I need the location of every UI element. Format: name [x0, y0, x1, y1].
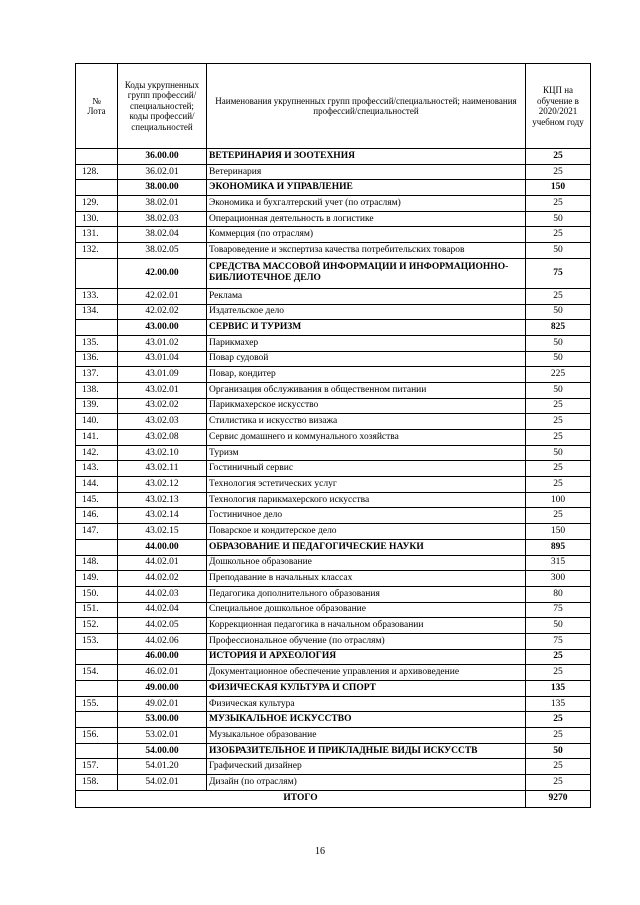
- group-row: [76, 258, 591, 288]
- table-row: [76, 602, 591, 618]
- name-cell: Повар судовой: [207, 351, 526, 367]
- qty-cell: 50: [526, 304, 591, 320]
- qty-cell: 50: [526, 351, 591, 367]
- name-cell: ОБРАЗОВАНИЕ И ПЕДАГОГИЧЕСКИЕ НАУКИ: [207, 539, 526, 555]
- lot-cell: 142.: [76, 445, 118, 461]
- total-value: 9270: [526, 790, 591, 807]
- code-cell: 42.02.02: [118, 304, 207, 320]
- name-cell: Профессиональное обучение (по отраслям): [207, 633, 526, 649]
- lot-cell: 157.: [76, 759, 118, 775]
- qty-cell: 25: [526, 196, 591, 212]
- qty-cell: 825: [526, 320, 591, 336]
- group-row: [76, 539, 591, 555]
- lot-cell: [76, 149, 118, 165]
- lot-cell: 139.: [76, 398, 118, 414]
- table-row: [76, 351, 591, 367]
- qty-cell: 225: [526, 367, 591, 383]
- lot-cell: 137.: [76, 367, 118, 383]
- name-cell: ФИЗИЧЕСКАЯ КУЛЬТУРА И СПОРТ: [207, 681, 526, 697]
- code-cell: 44.02.03: [118, 586, 207, 602]
- lot-cell: 136.: [76, 351, 118, 367]
- code-cell: 42.02.01: [118, 288, 207, 304]
- code-cell: 49.02.01: [118, 696, 207, 712]
- lot-cell: 148.: [76, 555, 118, 571]
- code-cell: 38.02.01: [118, 196, 207, 212]
- code-cell: 43.02.03: [118, 414, 207, 430]
- table-body: [76, 149, 591, 791]
- table-row: [76, 461, 591, 477]
- code-cell: 43.02.14: [118, 508, 207, 524]
- code-cell: 36.00.00: [118, 149, 207, 165]
- group-row: [76, 712, 591, 728]
- code-cell: 38.02.04: [118, 227, 207, 243]
- table-row: [76, 555, 591, 571]
- code-cell: 44.02.06: [118, 633, 207, 649]
- table-row: [76, 211, 591, 227]
- qty-cell: 50: [526, 618, 591, 634]
- group-row: [76, 149, 591, 165]
- table-row: [76, 227, 591, 243]
- lot-cell: 151.: [76, 602, 118, 618]
- lot-cell: 128.: [76, 164, 118, 180]
- qty-cell: 25: [526, 477, 591, 493]
- code-cell: 44.02.04: [118, 602, 207, 618]
- name-cell: Преподавание в начальных классах: [207, 571, 526, 587]
- header-kcp: КЦП на обучение в 2020/2021 учебном году: [526, 64, 591, 149]
- name-cell: Педагогика дополнительного образования: [207, 586, 526, 602]
- qty-cell: 25: [526, 728, 591, 744]
- qty-cell: 25: [526, 288, 591, 304]
- lot-cell: [76, 320, 118, 336]
- lot-cell: 153.: [76, 633, 118, 649]
- qty-cell: 25: [526, 414, 591, 430]
- lot-cell: [76, 681, 118, 697]
- lot-cell: [76, 539, 118, 555]
- lot-cell: 138.: [76, 382, 118, 398]
- qty-cell: 50: [526, 243, 591, 259]
- table-row: [76, 288, 591, 304]
- name-cell: ЭКОНОМИКА И УПРАВЛЕНИЕ: [207, 180, 526, 196]
- header-lot: № Лота: [76, 64, 118, 149]
- name-cell: Операционная деятельность в логистике: [207, 211, 526, 227]
- lot-cell: 154.: [76, 665, 118, 681]
- name-cell: Сервис домашнего и коммунального хозяйства: [207, 430, 526, 446]
- code-cell: 44.02.02: [118, 571, 207, 587]
- name-cell: Поварское и кондитерское дело: [207, 524, 526, 540]
- qty-cell: 50: [526, 743, 591, 759]
- lot-cell: 133.: [76, 288, 118, 304]
- name-cell: СРЕДСТВА МАССОВОЙ ИНФОРМАЦИИ И ИНФОРМАЦИОННО-БИБЛИОТЕЧНОЕ ДЕЛО: [207, 258, 526, 288]
- lot-cell: 130.: [76, 211, 118, 227]
- code-cell: 43.02.01: [118, 382, 207, 398]
- name-cell: Стилистика и искусство визажа: [207, 414, 526, 430]
- qty-cell: 25: [526, 508, 591, 524]
- table-row: [76, 196, 591, 212]
- qty-cell: 135: [526, 696, 591, 712]
- name-cell: Повар, кондитер: [207, 367, 526, 383]
- name-cell: СЕРВИС И ТУРИЗМ: [207, 320, 526, 336]
- qty-cell: 25: [526, 430, 591, 446]
- name-cell: Экономика и бухгалтерский учет (по отраслям): [207, 196, 526, 212]
- code-cell: 42.00.00: [118, 258, 207, 288]
- page-number: 16: [315, 846, 325, 857]
- qty-cell: 80: [526, 586, 591, 602]
- table-row: [76, 335, 591, 351]
- table-row: [76, 665, 591, 681]
- table-row: [76, 586, 591, 602]
- code-cell: 44.02.01: [118, 555, 207, 571]
- total-label: ИТОГО: [76, 790, 526, 807]
- code-cell: 43.01.09: [118, 367, 207, 383]
- lot-cell: 144.: [76, 477, 118, 493]
- code-cell: 44.02.05: [118, 618, 207, 634]
- name-cell: Издательское дело: [207, 304, 526, 320]
- code-cell: 44.00.00: [118, 539, 207, 555]
- name-cell: Гостиничный сервис: [207, 461, 526, 477]
- name-cell: Товароведение и экспертиза качества потребительских товаров: [207, 243, 526, 259]
- qty-cell: 25: [526, 665, 591, 681]
- lot-cell: 134.: [76, 304, 118, 320]
- code-cell: 54.02.01: [118, 775, 207, 791]
- header-names: Наименования укрупненных групп профессий/специальностей; наименования профессий/специальностей: [207, 64, 526, 149]
- qty-cell: 25: [526, 149, 591, 165]
- code-cell: 43.01.04: [118, 351, 207, 367]
- code-cell: 54.00.00: [118, 743, 207, 759]
- table-row: [76, 414, 591, 430]
- lot-cell: [76, 743, 118, 759]
- table-row: [76, 492, 591, 508]
- qty-cell: 25: [526, 712, 591, 728]
- qty-cell: 135: [526, 681, 591, 697]
- code-cell: 43.02.13: [118, 492, 207, 508]
- qty-cell: 50: [526, 211, 591, 227]
- code-cell: 43.02.02: [118, 398, 207, 414]
- lot-cell: 143.: [76, 461, 118, 477]
- name-cell: Музыкальное образование: [207, 728, 526, 744]
- table-row: [76, 524, 591, 540]
- qty-cell: 895: [526, 539, 591, 555]
- qty-cell: 300: [526, 571, 591, 587]
- lot-cell: 147.: [76, 524, 118, 540]
- kcp-table: [75, 63, 591, 808]
- table-row: [76, 618, 591, 634]
- lot-cell: 145.: [76, 492, 118, 508]
- qty-cell: 315: [526, 555, 591, 571]
- table-row: [76, 367, 591, 383]
- lot-cell: 156.: [76, 728, 118, 744]
- table-row: [76, 728, 591, 744]
- lot-cell: 135.: [76, 335, 118, 351]
- name-cell: Коррекционная педагогика в начальном образовании: [207, 618, 526, 634]
- qty-cell: 25: [526, 164, 591, 180]
- lot-cell: 132.: [76, 243, 118, 259]
- code-cell: 54.01.20: [118, 759, 207, 775]
- code-cell: 46.02.01: [118, 665, 207, 681]
- lot-cell: 146.: [76, 508, 118, 524]
- lot-cell: [76, 258, 118, 288]
- code-cell: 43.01.02: [118, 335, 207, 351]
- group-row: [76, 743, 591, 759]
- code-cell: 53.00.00: [118, 712, 207, 728]
- qty-cell: 150: [526, 180, 591, 196]
- table-row: [76, 430, 591, 446]
- table-row: [76, 398, 591, 414]
- qty-cell: 25: [526, 461, 591, 477]
- qty-cell: 50: [526, 382, 591, 398]
- table-row: [76, 382, 591, 398]
- name-cell: Графический дизайнер: [207, 759, 526, 775]
- code-cell: 53.02.01: [118, 728, 207, 744]
- qty-cell: 75: [526, 258, 591, 288]
- qty-cell: 25: [526, 649, 591, 665]
- name-cell: Парикмахер: [207, 335, 526, 351]
- table-row: [76, 304, 591, 320]
- code-cell: 46.00.00: [118, 649, 207, 665]
- table-row: [76, 775, 591, 791]
- qty-cell: 25: [526, 227, 591, 243]
- table-row: [76, 477, 591, 493]
- group-row: [76, 180, 591, 196]
- lot-cell: 149.: [76, 571, 118, 587]
- table-row: [76, 696, 591, 712]
- qty-cell: 150: [526, 524, 591, 540]
- lot-cell: 129.: [76, 196, 118, 212]
- name-cell: МУЗЫКАЛЬНОЕ ИСКУССТВО: [207, 712, 526, 728]
- code-cell: 38.02.05: [118, 243, 207, 259]
- lot-cell: 152.: [76, 618, 118, 634]
- name-cell: Организация обслуживания в общественном питании: [207, 382, 526, 398]
- qty-cell: 25: [526, 759, 591, 775]
- table-row: [76, 445, 591, 461]
- qty-cell: 75: [526, 602, 591, 618]
- qty-cell: 75: [526, 633, 591, 649]
- code-cell: 43.02.15: [118, 524, 207, 540]
- code-cell: 43.02.08: [118, 430, 207, 446]
- name-cell: ИЗОБРАЗИТЕЛЬНОЕ И ПРИКЛАДНЫЕ ВИДЫ ИСКУССТВ: [207, 743, 526, 759]
- total-row: [76, 790, 591, 807]
- name-cell: Гостиничное дело: [207, 508, 526, 524]
- qty-cell: 50: [526, 445, 591, 461]
- group-row: [76, 649, 591, 665]
- name-cell: Ветеринария: [207, 164, 526, 180]
- name-cell: ИСТОРИЯ И АРХЕОЛОГИЯ: [207, 649, 526, 665]
- table-row: [76, 633, 591, 649]
- name-cell: Парикмахерское искусство: [207, 398, 526, 414]
- group-row: [76, 681, 591, 697]
- lot-cell: 131.: [76, 227, 118, 243]
- code-cell: 38.02.03: [118, 211, 207, 227]
- code-cell: 43.02.12: [118, 477, 207, 493]
- lot-cell: [76, 180, 118, 196]
- lot-cell: 155.: [76, 696, 118, 712]
- name-cell: ВЕТЕРИНАРИЯ И ЗООТЕХНИЯ: [207, 149, 526, 165]
- qty-cell: 50: [526, 335, 591, 351]
- code-cell: 43.02.10: [118, 445, 207, 461]
- code-cell: 43.02.11: [118, 461, 207, 477]
- name-cell: Технология парикмахерского искусства: [207, 492, 526, 508]
- group-row: [76, 320, 591, 336]
- name-cell: Специальное дошкольное образование: [207, 602, 526, 618]
- name-cell: Коммерция (по отраслям): [207, 227, 526, 243]
- table-row: [76, 759, 591, 775]
- name-cell: Дошкольное образование: [207, 555, 526, 571]
- code-cell: 49.00.00: [118, 681, 207, 697]
- code-cell: 36.02.01: [118, 164, 207, 180]
- name-cell: Физическая культура: [207, 696, 526, 712]
- lot-cell: [76, 649, 118, 665]
- table-row: [76, 164, 591, 180]
- qty-cell: 100: [526, 492, 591, 508]
- lot-cell: 141.: [76, 430, 118, 446]
- name-cell: Документационное обеспечение управления и архивоведение: [207, 665, 526, 681]
- header-codes: Коды укрупненных групп профессий/ специальностей; коды профессий/ специальностей: [118, 64, 207, 149]
- qty-cell: 25: [526, 398, 591, 414]
- table-row: [76, 243, 591, 259]
- table-row: [76, 508, 591, 524]
- table-row: [76, 571, 591, 587]
- lot-cell: 150.: [76, 586, 118, 602]
- lot-cell: 140.: [76, 414, 118, 430]
- qty-cell: 25: [526, 775, 591, 791]
- name-cell: Туризм: [207, 445, 526, 461]
- code-cell: 38.00.00: [118, 180, 207, 196]
- name-cell: Реклама: [207, 288, 526, 304]
- name-cell: Технология эстетических услуг: [207, 477, 526, 493]
- lot-cell: [76, 712, 118, 728]
- name-cell: Дизайн (по отраслям): [207, 775, 526, 791]
- lot-cell: 158.: [76, 775, 118, 791]
- code-cell: 43.00.00: [118, 320, 207, 336]
